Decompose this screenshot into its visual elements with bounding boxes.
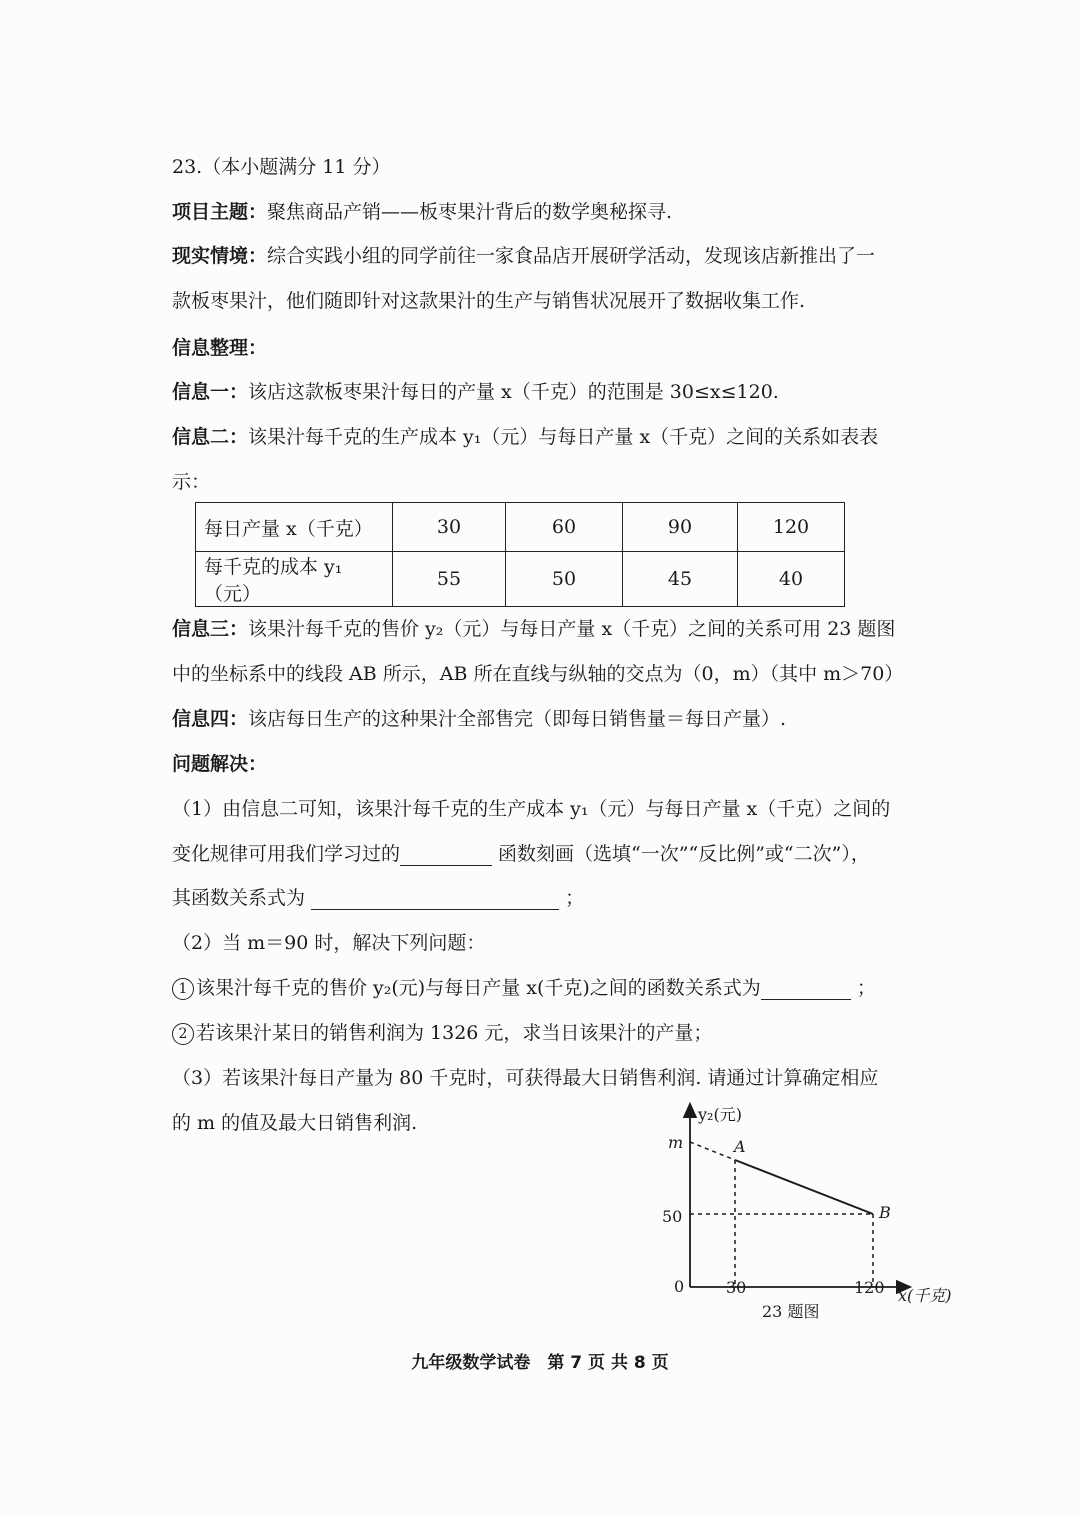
context-line-2: 款板枣果汁，他们随即针对这款果汁的生产与销售状况展开了数据收集工作. xyxy=(172,290,806,312)
x-tick-30: 30 xyxy=(726,1278,747,1297)
info-three-line-1 xyxy=(172,617,895,641)
circled-number-1: 1 xyxy=(172,978,194,1000)
table-cell: 30 xyxy=(393,503,506,552)
part1-text-d: ； xyxy=(559,887,585,909)
answer-blank-price-function[interactable] xyxy=(761,981,851,1000)
table-cell: 45 xyxy=(623,552,738,607)
table-cell: 90 xyxy=(623,503,738,552)
page-footer: 九年级数学试卷 第 7 页 共 8 页 xyxy=(411,1353,669,1373)
info-three-line-2: 中的坐标系中的线段 AB 所示，AB 所在直线与纵轴的交点为（0，m）（其中 m＞70） xyxy=(172,663,904,685)
info1-text: 该店这款板枣果汁每日的产量 x（千克）的范围是 30≤x≤120. xyxy=(248,381,779,403)
info2-label: 信息二： xyxy=(172,426,249,448)
part2-item1-end: ； xyxy=(850,977,876,999)
figure-23-graph xyxy=(640,1095,980,1330)
info4-label: 信息四： xyxy=(172,708,249,730)
part1-text-b: 函数刻画（选填“一次”“反比例”或“二次”）， xyxy=(492,843,870,865)
x-tick-120: 120 xyxy=(854,1278,885,1297)
x-axis-label: x(千克) xyxy=(898,1286,952,1305)
part2-item1-text: 该果汁每千克的售价 y₂(元)与每日产量 x(千克)之间的函数关系式为 xyxy=(196,977,761,999)
solve-heading: 问题解决： xyxy=(172,753,268,775)
info1-label: 信息一： xyxy=(172,381,249,403)
table-row-header: 每日产量 x（千克） xyxy=(196,503,393,552)
table-cell: 40 xyxy=(738,552,845,607)
table-cell: 120 xyxy=(738,503,845,552)
cost-table xyxy=(195,502,845,607)
circled-number-2: 2 xyxy=(172,1023,194,1045)
part1-line-3 xyxy=(172,886,584,910)
info3-text-1: 该果汁每千克的售价 y₂（元）与每日产量 x（千克）之间的关系可用 23 题图 xyxy=(248,618,896,640)
point-a-label: A xyxy=(734,1137,746,1156)
info-two-line-1 xyxy=(172,425,878,449)
info4-text: 该店每日生产的这种果汁全部售完（即每日销售量＝每日产量）. xyxy=(248,708,787,730)
point-b-label: B xyxy=(879,1203,891,1222)
part2-item-1 xyxy=(172,976,876,1000)
table-row xyxy=(196,503,845,552)
part3-line-1: （3）若该果汁每日产量为 80 千克时，可获得最大日销售利润. 请通过计算确定相应 xyxy=(172,1067,879,1089)
context-line-1 xyxy=(172,244,875,268)
info-one xyxy=(172,380,779,404)
answer-blank-function-type[interactable] xyxy=(400,847,492,866)
part3-line-2: 的 m 的值及最大日销售利润. xyxy=(172,1112,418,1134)
y-axis-label: y₂(元) xyxy=(698,1105,742,1124)
question-header: 23.（本小题满分 11 分） xyxy=(172,156,391,178)
table-cell: 50 xyxy=(506,552,623,607)
info-four xyxy=(172,707,786,731)
project-topic xyxy=(172,200,672,224)
part2-item2-text: 若该果汁某日的销售利润为 1326 元，求当日该果汁的产量； xyxy=(196,1022,713,1044)
part1-text-c: 其函数关系式为 xyxy=(172,887,312,909)
part2-item-2 xyxy=(172,1021,712,1045)
info3-label: 信息三： xyxy=(172,618,249,640)
origin-label: 0 xyxy=(674,1277,685,1296)
y-tick-50: 50 xyxy=(662,1207,683,1226)
part2-line-1: （2）当 m＝90 时，解决下列问题： xyxy=(172,932,486,954)
answer-blank-expression[interactable] xyxy=(311,891,559,910)
table-row-header: 每千克的成本 y₁（元） xyxy=(196,552,393,607)
topic-text: 聚焦商品产销——板枣果汁背后的数学奥秘探寻. xyxy=(267,201,673,223)
topic-label: 项目主题： xyxy=(172,201,268,223)
table-cell: 60 xyxy=(506,503,623,552)
table-cell: 55 xyxy=(393,552,506,607)
context-text-1: 综合实践小组的同学前往一家食品店开展研学活动，发现该店新推出了一 xyxy=(267,245,876,267)
table-row xyxy=(196,552,845,607)
y-tick-m: m xyxy=(668,1133,684,1152)
part1-text-a: 变化规律可用我们学习过的 xyxy=(172,843,401,865)
extension-to-m xyxy=(690,1142,735,1160)
segment-ab xyxy=(735,1160,873,1214)
context-label: 现实情境： xyxy=(172,245,268,267)
info-heading: 信息整理： xyxy=(172,337,268,359)
info-two-line-2: 示： xyxy=(172,471,211,493)
info2-text-1: 该果汁每千克的生产成本 y₁（元）与每日产量 x（千克）之间的关系如表表 xyxy=(248,426,879,448)
figure-caption: 23 题图 xyxy=(762,1302,820,1321)
part1-line-2 xyxy=(172,842,870,866)
part1-line-1: （1）由信息二可知，该果汁每千克的生产成本 y₁（元）与每日产量 x（千克）之间的 xyxy=(172,798,891,820)
